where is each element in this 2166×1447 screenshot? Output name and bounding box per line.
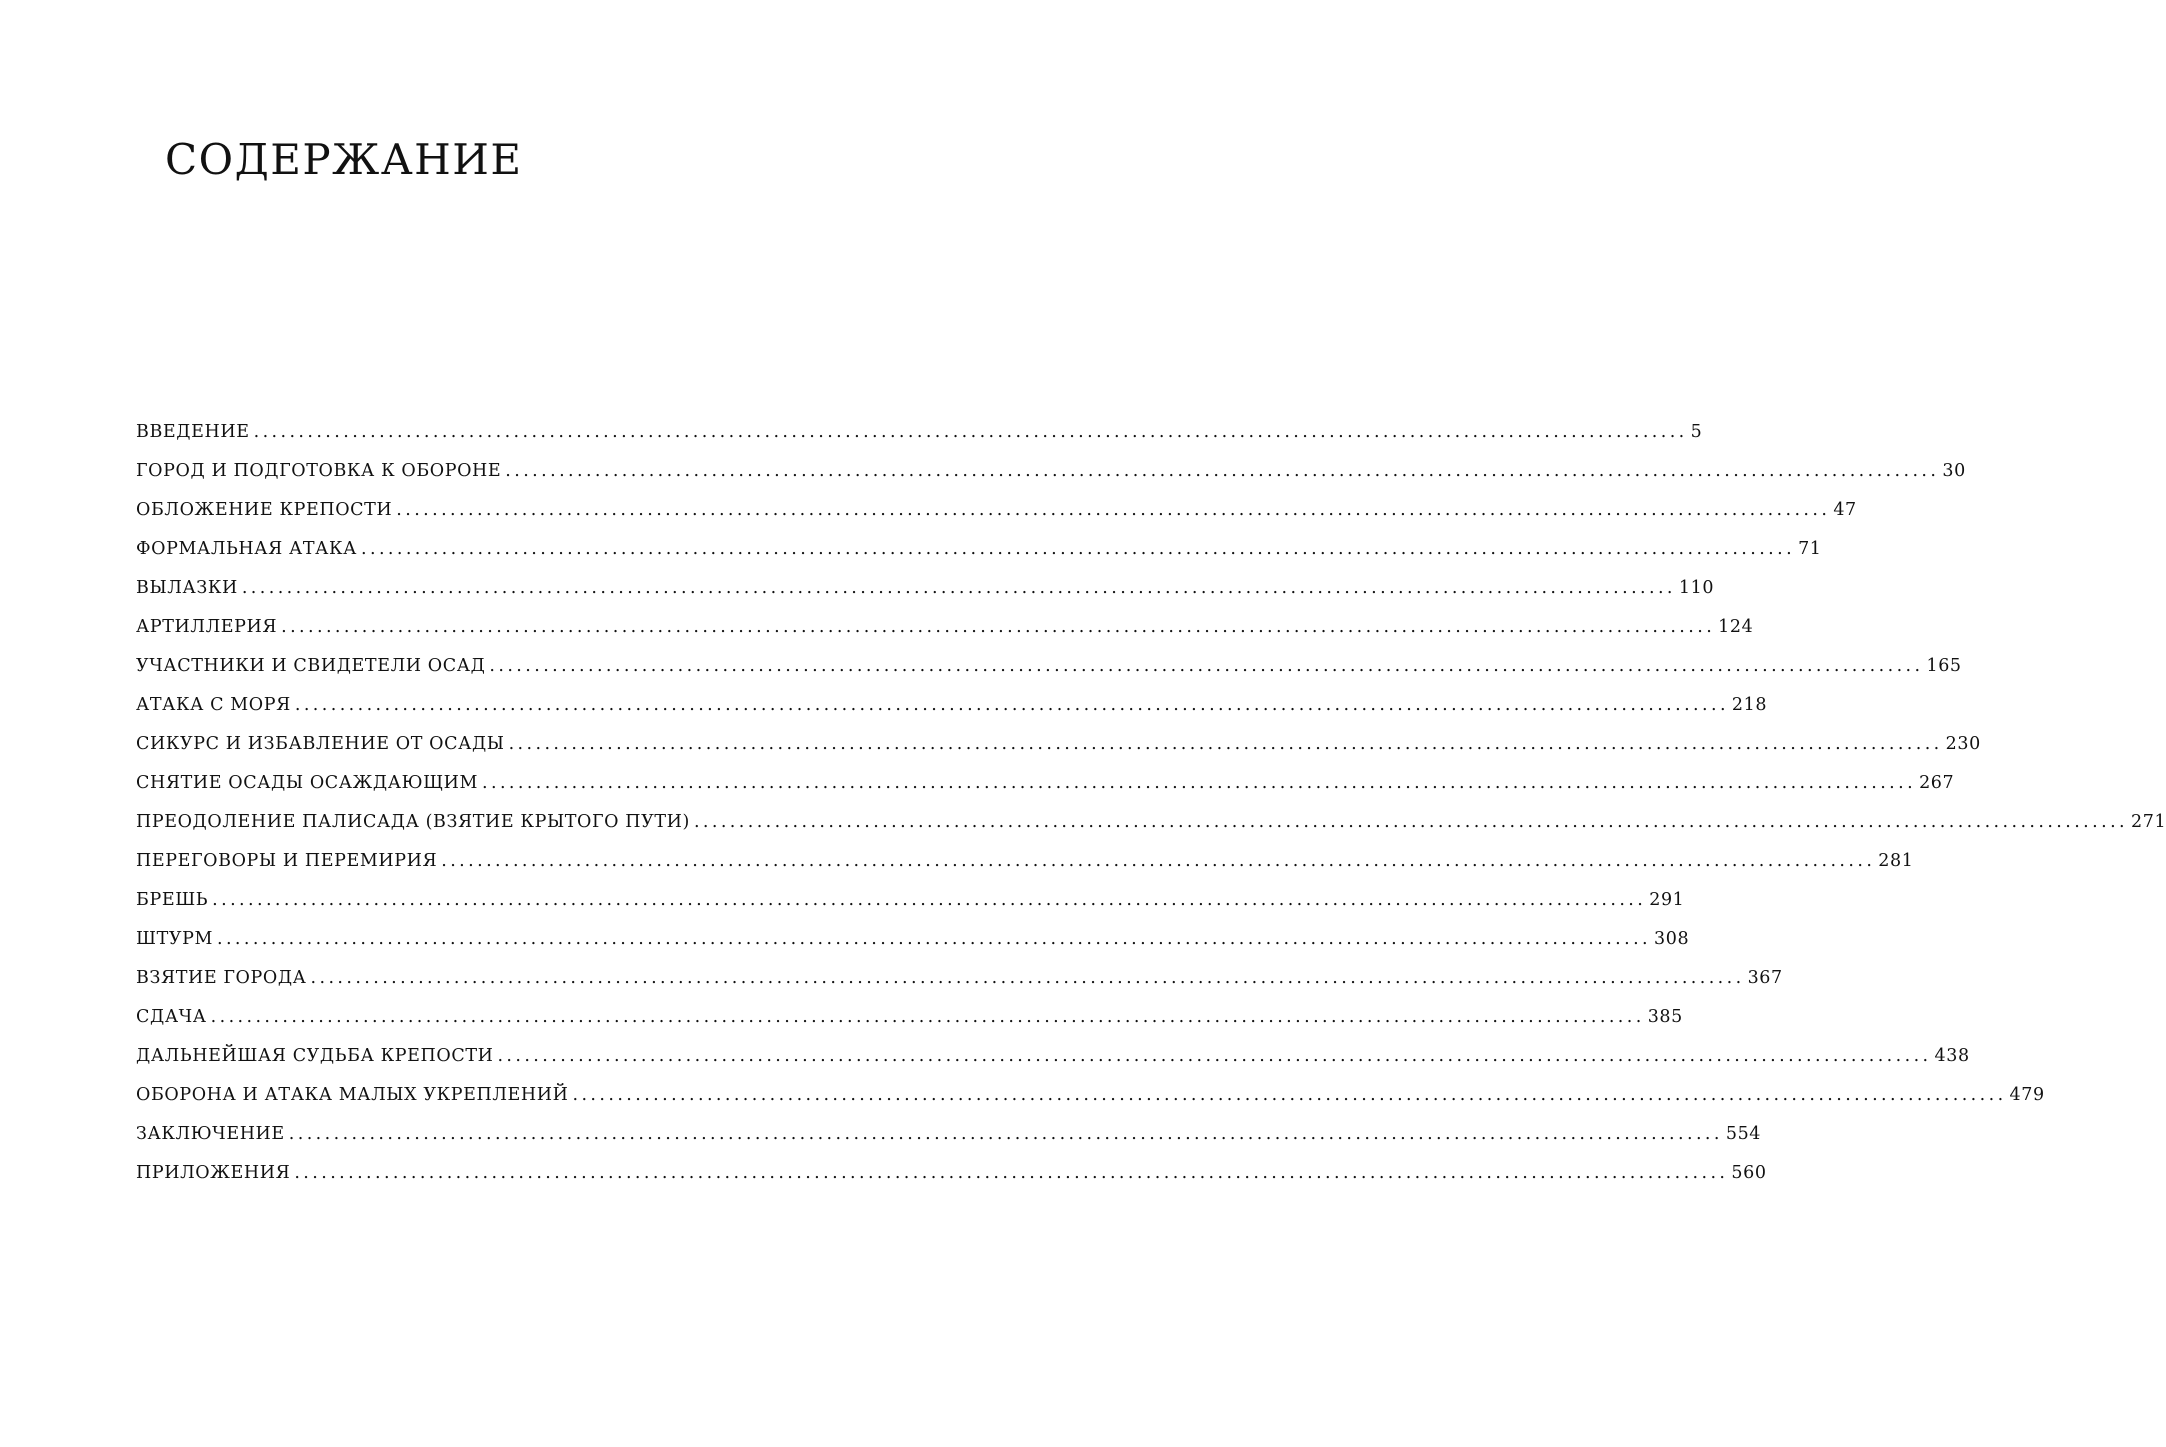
toc-entry-page-number: 554 xyxy=(1725,1124,1762,1144)
toc-entry-title: ПРЕОДОЛЕНИЕ ПАЛИСАДА (ВЗЯТИЕ КРЫТОГО ПУТИ) xyxy=(136,812,690,832)
toc-entry xyxy=(136,495,1857,534)
dot-leader: ................................................................................................................................................................ xyxy=(505,461,1940,481)
toc-entry-page-number: 367 xyxy=(1747,968,1783,988)
dot-leader: ................................................................................................................................................................ xyxy=(572,1085,2007,1105)
dot-leader: ................................................................................................................................................................ xyxy=(489,656,1924,676)
toc-entry xyxy=(136,807,2166,846)
toc-entry-page-number: 267 xyxy=(1919,773,1955,793)
toc-entry-title: АРТИЛЛЕРИЯ xyxy=(136,617,278,637)
toc-entry xyxy=(136,1080,2045,1119)
toc-entry-page-number: 560 xyxy=(1731,1163,1767,1183)
toc-entry xyxy=(136,885,1685,924)
toc-entry xyxy=(136,573,1715,612)
toc-entry-title: ДАЛЬНЕЙШАЯ СУДЬБА КРЕПОСТИ xyxy=(136,1046,494,1066)
toc-entry-title: ШТУРМ xyxy=(136,929,213,949)
dot-leader: ................................................................................................................................................................ xyxy=(288,1124,1723,1144)
toc-entry-title: ОБОРОНА И АТАКА МАЛЫХ УКРЕПЛЕНИЙ xyxy=(136,1085,569,1105)
toc-entry xyxy=(136,612,1754,651)
toc-entry-title: ВЫЛАЗКИ xyxy=(136,578,238,598)
toc-entry-page-number: 281 xyxy=(1878,851,1914,871)
toc-entry-title: ВВЕДЕНИЕ xyxy=(136,422,250,442)
dot-leader: ................................................................................................................................................................ xyxy=(253,422,1688,442)
dot-leader: ................................................................................................................................................................ xyxy=(508,734,1943,754)
toc-entry-page-number: 30 xyxy=(1942,461,1966,481)
toc-entry-page-number: 385 xyxy=(1647,1007,1683,1027)
toc-entry-title: ПЕРЕГОВОРЫ И ПЕРЕМИРИЯ xyxy=(136,851,438,871)
toc-entry xyxy=(136,1002,1683,1041)
toc-entry-page-number: 165 xyxy=(1926,656,1962,676)
toc-entry xyxy=(136,1119,1762,1158)
toc-entry-title: ОБЛОЖЕНИЕ КРЕПОСТИ xyxy=(136,500,393,520)
toc-entry-title: СНЯТИЕ ОСАДЫ ОСАЖДАЮЩИМ xyxy=(136,773,479,793)
toc-entry-title: ФОРМАЛЬНАЯ АТАКА xyxy=(136,539,358,559)
toc-entry xyxy=(136,924,1690,963)
toc-entry-title: ЗАКЛЮЧЕНИЕ xyxy=(136,1124,285,1144)
table-of-contents xyxy=(136,417,2166,1197)
toc-entry xyxy=(136,729,1981,768)
toc-entry xyxy=(136,651,1962,690)
page-title: СОДЕРЖАНИЕ xyxy=(165,135,523,184)
dot-leader: ................................................................................................................................................................ xyxy=(294,1163,1729,1183)
toc-entry xyxy=(136,846,1914,885)
toc-entry xyxy=(136,768,1955,807)
toc-entry-page-number: 291 xyxy=(1649,890,1685,910)
toc-entry-page-number: 308 xyxy=(1654,929,1690,949)
toc-entry-title: ПРИЛОЖЕНИЯ xyxy=(136,1163,291,1183)
toc-entry xyxy=(136,1041,1970,1080)
toc-entry-title: АТАКА С МОРЯ xyxy=(136,695,291,715)
toc-entry-title: УЧАСТНИКИ И СВИДЕТЕЛИ ОСАД xyxy=(136,656,486,676)
dot-leader: ................................................................................................................................................................ xyxy=(281,617,1716,637)
toc-entry xyxy=(136,456,1966,495)
dot-leader: ................................................................................................................................................................ xyxy=(216,929,1652,949)
toc-entry-page-number: 71 xyxy=(1798,539,1822,559)
toc-entry-title: БРЕШЬ xyxy=(136,890,209,910)
dot-leader: ................................................................................................................................................................ xyxy=(310,968,1745,988)
toc-entry-page-number: 230 xyxy=(1945,734,1981,754)
toc-entry-page-number: 47 xyxy=(1833,500,1857,520)
toc-entry xyxy=(136,963,1783,1002)
toc-entry-title: ГОРОД И ПОДГОТОВКА К ОБОРОНЕ xyxy=(136,461,502,481)
toc-entry-title: СДАЧА xyxy=(136,1007,207,1027)
toc-entry-page-number: 5 xyxy=(1690,422,1703,442)
toc-entry-page-number: 218 xyxy=(1731,695,1768,715)
toc-entry xyxy=(136,690,1768,729)
dot-leader: ................................................................................................................................................................ xyxy=(396,500,1831,520)
toc-entry-page-number: 438 xyxy=(1934,1046,1970,1066)
toc-entry-page-number: 479 xyxy=(2009,1085,2045,1105)
toc-entry xyxy=(136,534,1822,573)
toc-entry-title: СИКУРС И ИЗБАВЛЕНИЕ ОТ ОСАДЫ xyxy=(136,734,505,754)
toc-entry-title: ВЗЯТИЕ ГОРОДА xyxy=(136,968,307,988)
dot-leader: ................................................................................................................................................................ xyxy=(441,851,1876,871)
dot-leader: ................................................................................................................................................................ xyxy=(482,773,1917,793)
toc-entry xyxy=(136,1158,1767,1197)
dot-leader: ................................................................................................................................................................ xyxy=(361,539,1796,559)
toc-entry-page-number: 271 xyxy=(2131,812,2166,832)
dot-leader: ................................................................................................................................................................ xyxy=(210,1007,1645,1027)
dot-leader: ................................................................................................................................................................ xyxy=(294,695,1729,715)
dot-leader: ................................................................................................................................................................ xyxy=(212,890,1647,910)
toc-entry-page-number: 124 xyxy=(1718,617,1754,637)
toc-entry xyxy=(136,417,1703,456)
dot-leader: ................................................................................................................................................................ xyxy=(693,812,2128,832)
toc-entry-page-number: 110 xyxy=(1678,578,1715,598)
dot-leader: ................................................................................................................................................................ xyxy=(241,578,1676,598)
dot-leader: ................................................................................................................................................................ xyxy=(497,1046,1932,1066)
